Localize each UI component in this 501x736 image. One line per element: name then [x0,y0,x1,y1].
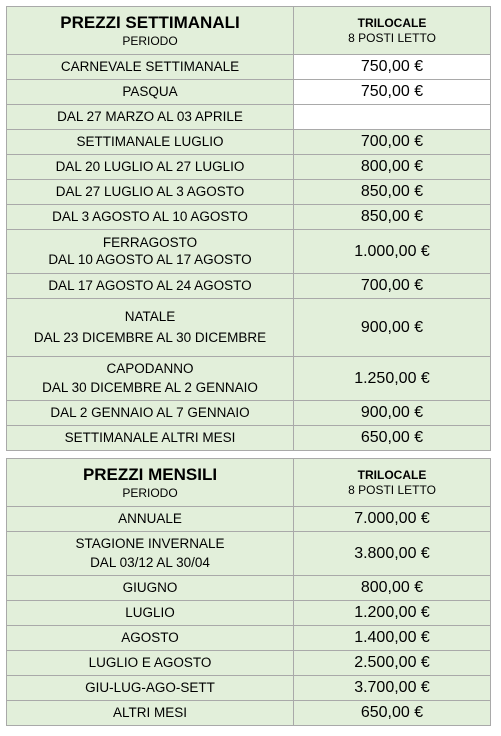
table-row [7,676,491,701]
period-cell: DAL 20 LUGLIO AL 27 LUGLIO [7,155,294,180]
price-cell: 1.000,00 € [294,230,491,274]
period-cell: LUGLIO E AGOSTO [7,651,294,676]
price-cell: 2.500,00 € [294,651,491,676]
price-cell: 1.200,00 € [294,601,491,626]
period-cell: GIUGNO [7,576,294,601]
monthly-title: PREZZI MENSILI [82,465,218,485]
period-cell: CARNEVALE SETTIMANALE [7,55,294,80]
table-row [7,701,491,726]
period-cell: SETTIMANALE LUGLIO [7,130,294,155]
price-cell: 800,00 € [294,576,491,601]
monthly-unit-sub: 8 POSTI LETTO [348,482,436,497]
table-row [7,55,491,80]
weekly-unit-title: TRILOCALE [357,16,427,31]
monthly-header-unit-cell [294,459,491,507]
monthly-header-row [7,459,491,507]
period-cell: DAL 3 AGOSTO AL 10 AGOSTO [7,205,294,230]
table-row [7,357,491,401]
monthly-header-period-cell [7,459,294,507]
period-line: CAPODANNO [106,361,194,377]
table-row [7,130,491,155]
period-cell: ANNUALE [7,507,294,532]
period-cell [7,357,294,401]
period-line: NATALE [124,309,176,325]
table-row [7,230,491,274]
price-cell: 750,00 € [294,55,491,80]
table-row [7,601,491,626]
period-line: STAGIONE INVERNALE [75,536,225,552]
period-cell: DAL 17 AGOSTO AL 24 AGOSTO [7,274,294,299]
period-cell: GIU-LUG-AGO-SETT [7,676,294,701]
table-row [7,651,491,676]
monthly-period-label: PERIODO [122,485,178,500]
price-cell: 800,00 € [294,155,491,180]
price-cell: 7.000,00 € [294,507,491,532]
period-cell: PASQUA [7,80,294,105]
weekly-unit-sub: 8 POSTI LETTO [348,30,436,45]
period-cell [7,532,294,576]
table-row [7,205,491,230]
table-row [7,426,491,451]
weekly-header-row [7,7,491,55]
period-cell: DAL 27 LUGLIO AL 3 AGOSTO [7,180,294,205]
period-cell: SETTIMANALE ALTRI MESI [7,426,294,451]
price-cell: 1.400,00 € [294,626,491,651]
period-line: DAL 03/12 AL 30/04 [90,554,210,570]
table-row [7,401,491,426]
weekly-period-label: PERIODO [122,33,178,48]
price-cell: 3.700,00 € [294,676,491,701]
price-cell: 1.250,00 € [294,357,491,401]
period-cell: LUGLIO [7,601,294,626]
price-cell: 700,00 € [294,130,491,155]
table-row [7,105,491,130]
table-row [7,507,491,532]
price-cell: 750,00 € [294,80,491,105]
table-row [7,576,491,601]
table-row [7,80,491,105]
period-line: DAL 23 DICEMBRE AL 30 DICEMBRE [33,329,267,345]
price-cell: 650,00 € [294,701,491,726]
price-cell: 900,00 € [294,299,491,357]
table-row [7,155,491,180]
weekly-header-period-cell [7,7,294,55]
period-cell: AGOSTO [7,626,294,651]
monthly-unit-title: TRILOCALE [357,468,427,483]
price-cell: 3.800,00 € [294,532,491,576]
price-cell [294,105,491,130]
price-cell: 850,00 € [294,180,491,205]
period-cell: DAL 27 MARZO AL 03 APRILE [7,105,294,130]
table-row [7,180,491,205]
monthly-price-table [6,458,491,726]
price-cell: 650,00 € [294,426,491,451]
period-cell: ALTRI MESI [7,701,294,726]
period-cell: DAL 2 GENNAIO AL 7 GENNAIO [7,401,294,426]
weekly-title: PREZZI SETTIMANALI [60,13,240,33]
weekly-price-table [6,6,491,451]
weekly-header-unit-cell [294,7,491,55]
period-line: DAL 10 AGOSTO AL 17 AGOSTO [48,251,252,267]
table-row [7,274,491,299]
table-row [7,626,491,651]
price-cell: 850,00 € [294,205,491,230]
table-row [7,299,491,357]
period-cell [7,230,294,274]
price-cell: 700,00 € [294,274,491,299]
table-row [7,532,491,576]
price-cell: 900,00 € [294,401,491,426]
period-cell [7,299,294,357]
period-line: DAL 30 DICEMBRE AL 2 GENNAIO [42,379,258,395]
period-line: FERRAGOSTO [102,235,198,251]
